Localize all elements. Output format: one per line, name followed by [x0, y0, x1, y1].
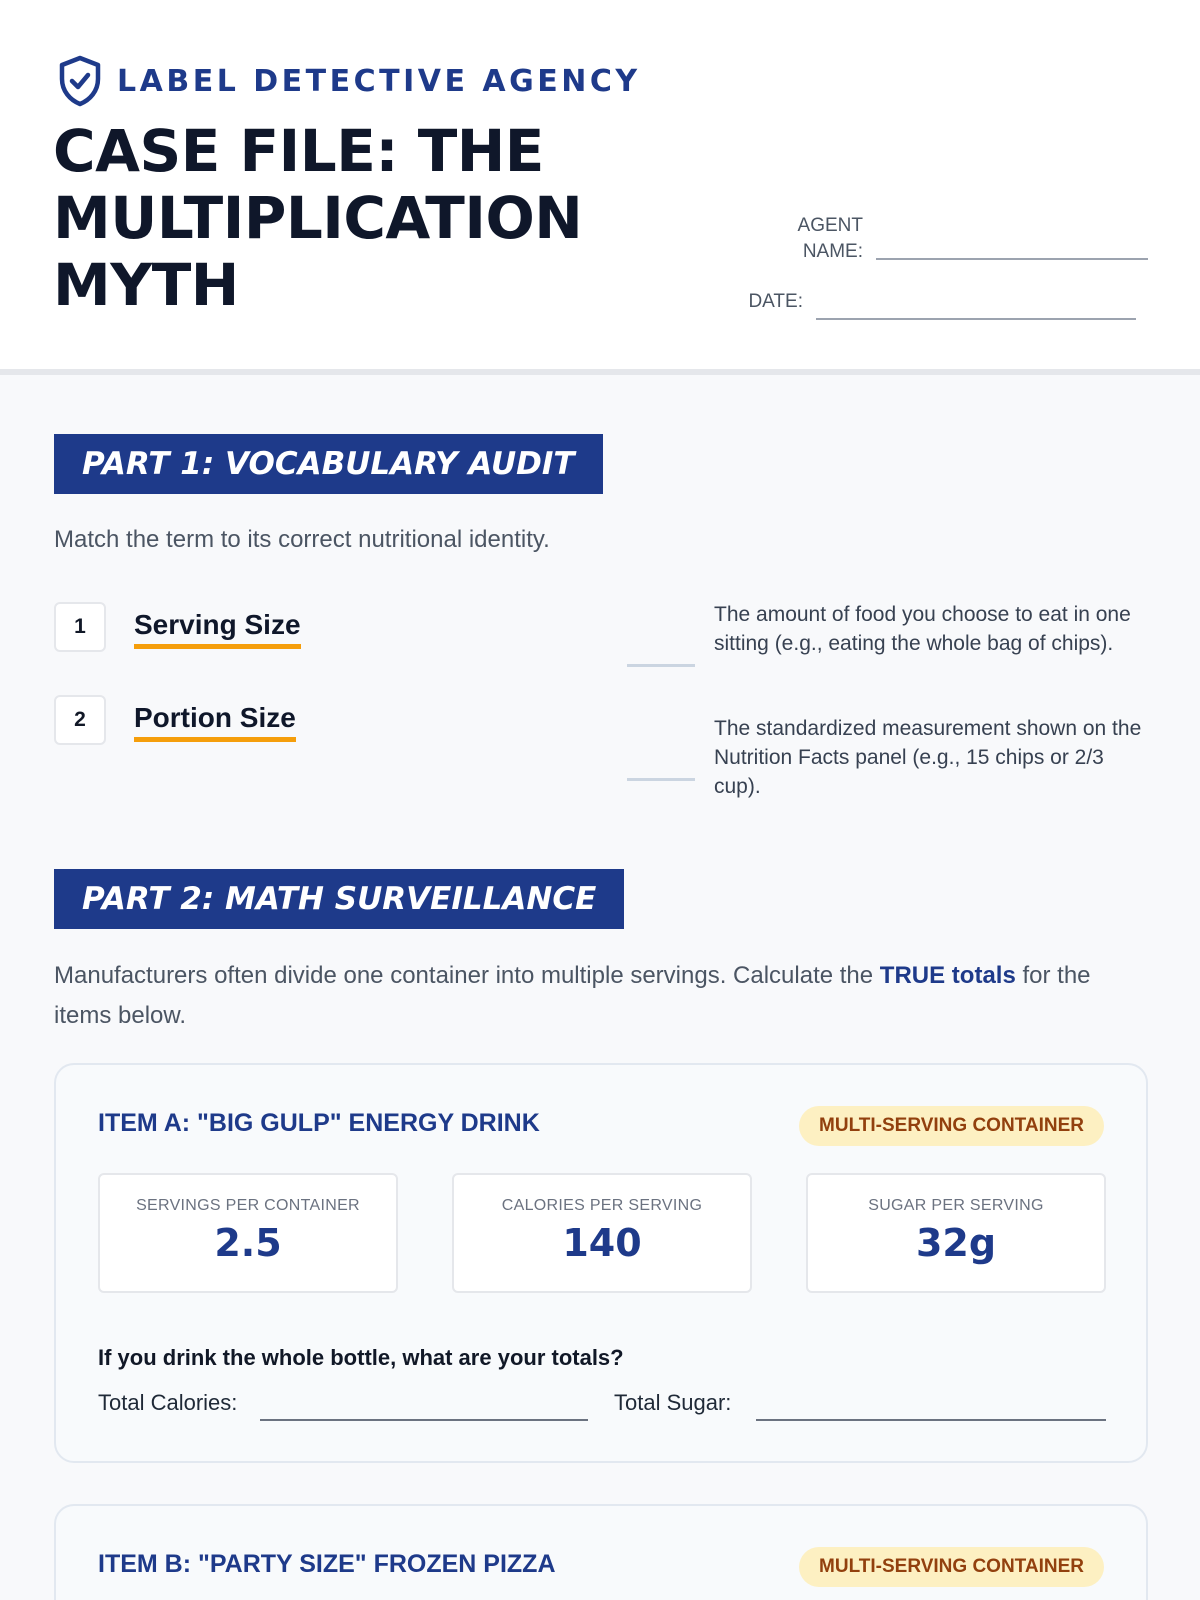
total-calories-label: Total Calories: — [98, 1390, 238, 1415]
stat-servings — [98, 1173, 398, 1293]
stat-sugar — [806, 1173, 1106, 1293]
part1-heading: PART 1: VOCABULARY AUDIT — [54, 434, 603, 494]
stat-label: SUGAR PER SERVING — [868, 1197, 1044, 1214]
stat-value: 140 — [562, 1221, 642, 1265]
term-number-2: 2 — [54, 695, 106, 745]
item-b-card — [54, 1504, 1148, 1600]
part2-intro — [54, 956, 1154, 1036]
stat-label: CALORIES PER SERVING — [501, 1197, 703, 1214]
agent-label-line-2: NAME: — [802, 241, 863, 262]
item-a-question: If you drink the whole bottle, what are your totals? — [98, 1345, 624, 1370]
agent-name-label — [760, 213, 863, 265]
part2-intro-tail: for the items below. — [54, 962, 1091, 1029]
stat-calories — [452, 1173, 752, 1293]
part2-intro-text: Manufacturers often divide one container into multiple servings. Calculate the — [54, 962, 880, 989]
shield-check-icon — [57, 55, 103, 107]
item-a-title: ITEM A: "BIG GULP" ENERGY DRINK — [98, 1109, 540, 1137]
part1-instructions: Match the term to its correct nutritional identity. — [54, 526, 550, 553]
definition-2: The standardized measurement shown on the Nutrition Facts panel (e.g., 15 chips or 2/3 cup). — [714, 717, 1142, 798]
total-sugar-field[interactable] — [756, 1419, 1106, 1421]
stat-value: 2.5 — [214, 1221, 282, 1265]
match-answer-line-2[interactable] — [627, 778, 695, 781]
header — [0, 0, 1200, 375]
date-field[interactable] — [816, 318, 1136, 320]
part2-heading: PART 2: MATH SURVEILLANCE — [54, 869, 624, 929]
part2-intro-emphasis: TRUE totals — [879, 962, 1016, 989]
total-calories-field[interactable] — [260, 1419, 588, 1421]
agent-label-line-1: AGENT — [797, 215, 863, 236]
date-label: DATE: — [748, 291, 803, 312]
item-b-title: ITEM B: "PARTY SIZE" FROZEN PIZZA — [98, 1550, 556, 1578]
agent-name-field[interactable] — [876, 258, 1148, 260]
item-a-card — [54, 1063, 1148, 1463]
term-portion-size: Portion Size — [134, 701, 296, 742]
match-answer-line-1[interactable] — [627, 664, 695, 667]
agency-brand — [57, 55, 641, 107]
agency-name: LABEL DETECTIVE AGENCY — [117, 63, 641, 99]
item-a-badge: MULTI-SERVING CONTAINER — [799, 1106, 1104, 1146]
stat-value: 32g — [915, 1221, 997, 1265]
term-number-1: 1 — [54, 602, 106, 652]
item-b-badge: MULTI-SERVING CONTAINER — [799, 1547, 1104, 1587]
definition-1: The amount of food you choose to eat in one sitting (e.g., eating the whole bag of chips). — [714, 603, 1131, 655]
term-serving-size: Serving Size — [134, 608, 301, 649]
stat-label: SERVINGS PER CONTAINER — [136, 1197, 360, 1214]
page-title: CASE FILE: THE MULTIPLICATION MYTH — [53, 117, 583, 319]
total-sugar-label: Total Sugar: — [614, 1390, 732, 1415]
